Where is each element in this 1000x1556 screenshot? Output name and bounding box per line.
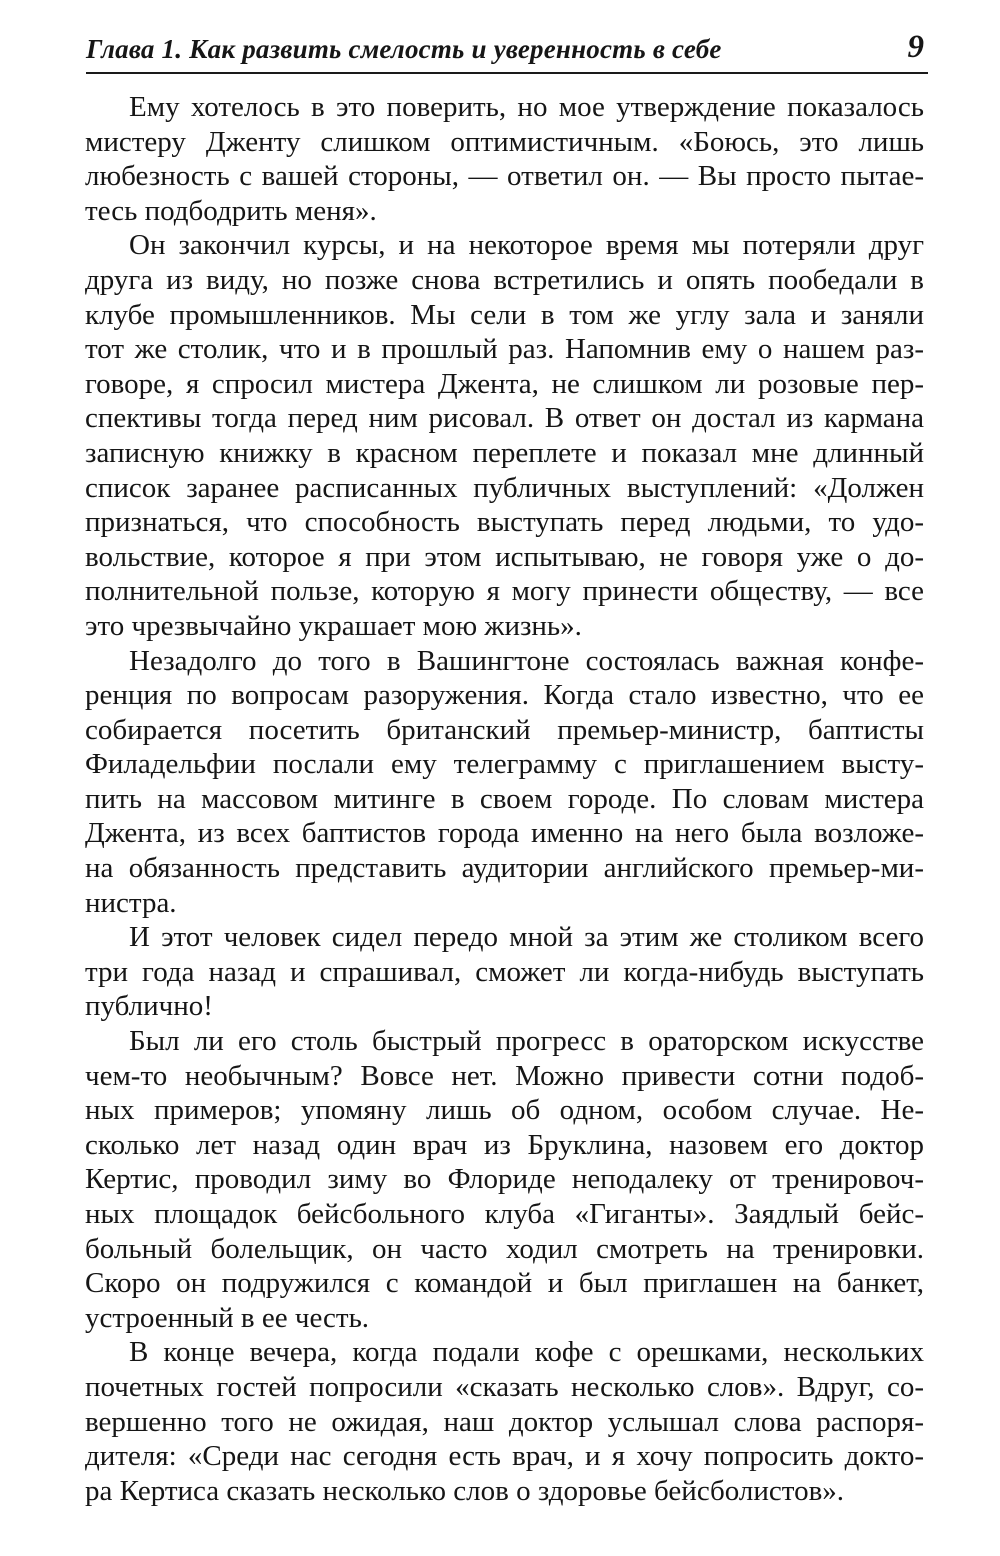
text-line: больный болельщик, он часто ходил смотреть на тренировки.: [85, 1232, 924, 1265]
text-line: спективы тогда перед ним рисовал. В ответ он достал из кармана: [85, 402, 924, 435]
text-line: три года назад и спрашивал, сможет ли когда-нибудь выступать: [85, 955, 924, 988]
text-line: на обязанность представить аудитории английского премьер-ми-: [85, 852, 924, 885]
text-line: Кертис, проводил зиму во Флориде неподалеку от тренировоч-: [85, 1163, 924, 1196]
text-line: тесь подбодрить меня».: [85, 194, 377, 227]
text-line: записную книжку в красном переплете и показал мне длинный: [85, 436, 924, 469]
text-line: Был ли его столь быстрый прогресс в ораторском искусстве: [129, 1025, 924, 1058]
text-line: чем-то необычным? Вовсе нет. Можно привести сотни подоб-: [85, 1059, 924, 1092]
text-line: вольствие, которое я при этом испытываю, не говоря уже о до-: [85, 540, 924, 573]
text-line: ра Кертиса сказать несколько слов о здоровье бейсболистов».: [85, 1474, 845, 1507]
text-line: любезность с вашей стороны, — ответил он. — Вы просто пытае-: [85, 160, 924, 193]
text-line: собирается посетить британский премьер-министр, баптисты: [85, 713, 924, 746]
text-line: тот же столик, что и в прошлый раз. Напомнив ему о нашем раз-: [85, 333, 924, 366]
paragraph: [85, 644, 924, 921]
text-line: В конце вечера, когда подали кофе с орешками, нескольких: [129, 1336, 924, 1369]
text-line: пить на массовом митинге в своем городе. По словам мистера: [85, 782, 924, 815]
text-line: Джента, из всех баптистов города именно на него была возложе-: [85, 817, 924, 850]
text-line: Скоро он подружился с командой и был приглашен на банкет,: [85, 1267, 924, 1300]
text-line: Он закончил курсы, и на некоторое время мы потеряли друг: [129, 229, 924, 262]
text-line: список заранее расписанных публичных выступлений: «Должен: [85, 471, 924, 504]
text-line: полнительной пользе, которую я могу принести обществу, — все: [85, 575, 924, 608]
text-line: сколько лет назад один врач из Бруклина, назовем его доктор: [85, 1128, 924, 1161]
text-line: признаться, что способность выступать перед людьми, то удо-: [85, 506, 924, 539]
text-line: почетных гостей попросили «сказать несколько слов». Вдруг, со-: [85, 1370, 924, 1403]
text-line: клубе промышленников. Мы сели в том же углу зала и заняли: [85, 298, 924, 331]
text-line: Незадолго до того в Вашингтоне состоялась важная конфе-: [129, 644, 924, 677]
text-line: И этот человек сидел передо мной за этим же столиком всего: [129, 921, 924, 954]
page-number: 9: [907, 29, 924, 65]
paragraph: [85, 90, 924, 228]
text-line: нистра.: [85, 886, 177, 919]
text-line: Ему хотелось в это поверить, но мое утверждение показалось: [129, 91, 924, 123]
paragraph: [85, 228, 924, 643]
text-line: это чрезвычайно украшает мою жизнь».: [85, 609, 582, 642]
text-line: ренция по вопросам разоружения. Когда стало известно, что ее: [85, 679, 924, 712]
text-line: друга из виду, но позже снова встретились и опять пообедали в: [85, 263, 924, 296]
paragraph: [85, 920, 924, 1024]
text-line: публично!: [85, 990, 213, 1023]
paragraph: [85, 1024, 924, 1335]
text-line: Филадельфии послали ему телеграмму с приглашением высту-: [85, 748, 924, 781]
paragraph: [85, 1335, 924, 1508]
text-line: устроенный в ее честь.: [85, 1301, 370, 1334]
text-line: говоре, я спросил мистера Джента, не слишком ли розовые пер-: [85, 367, 924, 400]
chapter-title: Глава 1. Как развить смелость и уверенность в себе: [86, 34, 722, 64]
body-text: [85, 90, 924, 1508]
text-line: вершенно того не ожидая, наш доктор услышал слова распоря-: [85, 1405, 924, 1438]
text-line: ных примеров; упомяну лишь об одном, особом случае. Не-: [85, 1094, 924, 1127]
text-line: дителя: «Среди нас сегодня есть врач, и я хочу попросить докто-: [85, 1440, 924, 1473]
text-line: ных площадок бейсбольного клуба «Гиганты». Заядлый бейс-: [85, 1198, 924, 1230]
running-header: [86, 28, 928, 74]
text-line: мистеру Дженту слишком оптимистичным. «Боюсь, это лишь: [85, 125, 924, 158]
